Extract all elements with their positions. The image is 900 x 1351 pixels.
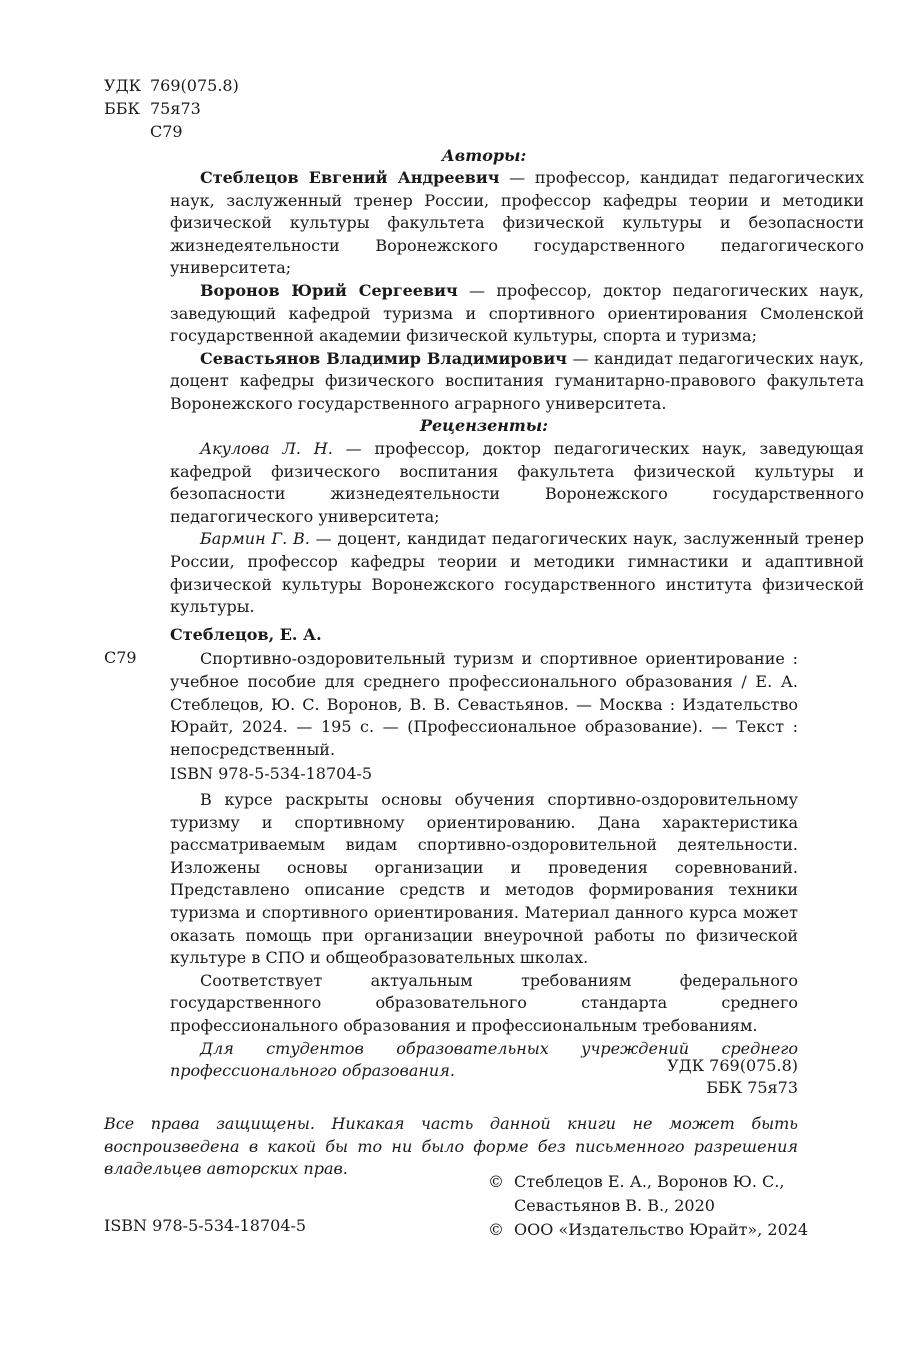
reviewers-list	[170, 438, 864, 619]
bbk-code: ББК 75я73	[706, 1078, 798, 1097]
author-name: Стеблецов Евгений Андреевич	[200, 168, 500, 187]
reviewers-heading: Рецензенты:	[419, 416, 549, 435]
author-entry	[170, 348, 864, 416]
reviewer-desc: — профессор, доктор педагогических наук, заведующая кафедрой физического воспитания факультета физической культуры и безопасности жизнедеятельности Воронежского государственного педагогического университета;	[170, 439, 864, 526]
copyright-symbol: ©	[488, 1172, 504, 1191]
author-desc: — кандидат педагогических наук, доцент кафедры физического воспитания гуманитарно-правового факультета Воронежского государственного аграрного университета.	[170, 348, 864, 413]
copyright-block	[488, 1170, 808, 1242]
udc-code: УДК 769(075.8)	[667, 1056, 798, 1075]
annotation-audience: Для студентов образовательных учреждений среднего профессионального образования.	[170, 1038, 798, 1081]
copyright-line: ООО «Издательство Юрайт», 2024	[514, 1220, 809, 1239]
author-desc: — профессор, кандидат педагогических наук, заслуженный тренер России, профессор кафедры теории и методики физической культуры факультета физической культуры и безопасности жизнедеятельности Воронежского государственного педагогического университета;	[170, 168, 864, 278]
reviewer-name: Бармин Г. В.	[200, 529, 310, 549]
bbk-value: 75я73	[150, 99, 201, 118]
author-entry	[170, 167, 864, 280]
annotation-paragraph: В курсе раскрыты основы обучения спортивно-оздоровительному туризму и спортивному ориентированию. Дана характеристика рассматриваемым видам спортивно-оздоровительной деятельности. Изложены основы организации и проведения соревнований. Представлено описание средств и методов формирования техники туризма и спортивного ориентирования. Материал данного курса может оказать помощь при организации внеурочной работы по физической культуре в СПО и общеобразовательных школах.	[170, 790, 798, 968]
udc-value: 769(075.8)	[150, 76, 239, 95]
biblio-isbn: ISBN 978-5-534-18704-5	[170, 764, 373, 783]
copyright-symbol: ©	[488, 1220, 504, 1239]
author-desc: — профессор, доктор педагогических наук, заведующий кафедрой туризма и спортивного ориентирования Смоленской государственной академии физической культуры, спорта и туризма;	[170, 280, 864, 346]
biblio-author-heading: Стеблецов, Е. А.	[170, 625, 322, 644]
author-entry	[170, 280, 864, 348]
authors-heading: Авторы:	[441, 146, 527, 165]
copyright-line: Севастьянов В. В., 2020	[514, 1196, 715, 1215]
reviewer-desc: — доцент, кандидат педагогических наук, заслуженный тренер России, профессор кафедры теории и методики гимнастики и адаптивной физической культуры Воронежского государственного института физической культуры.	[170, 529, 864, 617]
biblio-description: Спортивно-оздоровительный туризм и спортивное ориентирование : учебное пособие для среднего профессионального образования / Е. А. Стеблецов, Ю. С. Воронов, В. В. Севастьянов. — Москва : Издательство Юрайт, 2024. — 195 с. — (Профессиональное образование). — Текст : непосредственный.	[170, 649, 798, 760]
classification-index	[104, 74, 239, 143]
annotation	[170, 789, 798, 1083]
author-name: Севастьянов Владимир Владимирович	[200, 348, 567, 368]
rights-notice: Все права защищены. Никакая часть данной книги не может быть воспроизведена в какой бы то ни было форме без письменного разрешения владельцев авторских прав.	[104, 1114, 798, 1178]
reviewer-name: Акулова Л. Н.	[200, 439, 333, 458]
reviewer-entry	[170, 528, 864, 618]
author-name: Воронов Юрий Сергеевич	[200, 280, 458, 300]
udc-label: УДК	[104, 76, 141, 95]
annotation-paragraph: Соответствует актуальным требованиям федерального государственного образовательного стандарта среднего профессионального образования и профессиональным требованиям.	[170, 970, 798, 1035]
biblio-sign: С79	[104, 648, 137, 667]
classification-footer	[600, 1055, 798, 1099]
bbk-label: ББК	[104, 99, 140, 118]
reviewer-entry	[170, 438, 864, 528]
authors-list	[170, 167, 864, 416]
isbn-bottom: ISBN 978-5-534-18704-5	[104, 1216, 307, 1235]
copyright-line: Стеблецов Е. А., Воронов Ю. С.,	[514, 1172, 785, 1191]
author-sign: С79	[150, 122, 183, 141]
